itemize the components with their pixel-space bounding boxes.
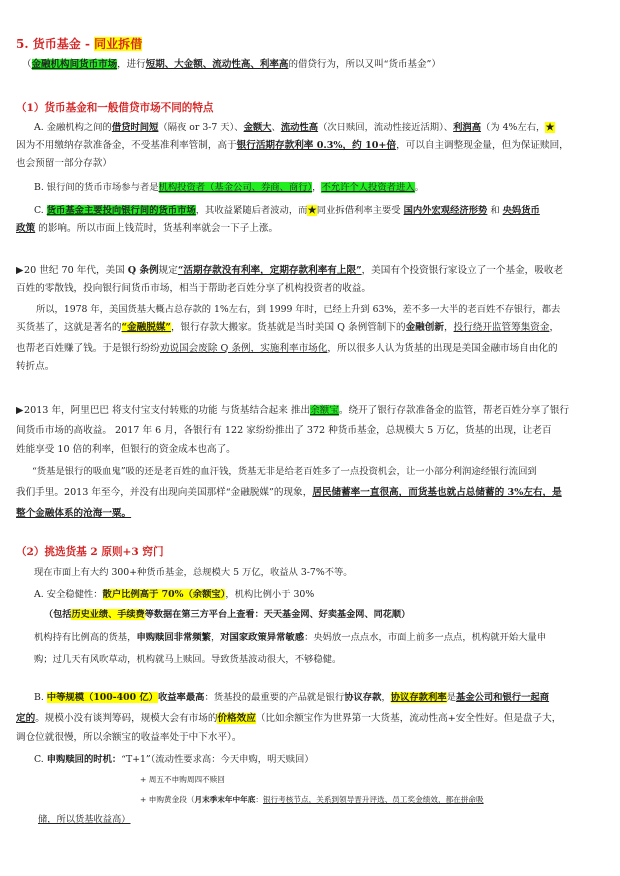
text-span: （为 4%左右， [481,122,546,133]
text-span: 政策 [16,223,36,234]
star-icon: ★ [307,205,317,216]
text-span: ，美国有个投资银行家设立了一个基金，吸收老 [361,265,564,276]
text-span: 的影响。所以市面上钱荒时，货基利率就会一下子上涨。 [35,223,279,234]
section-2-heading: （2）挑选货基 2 原则+3 窍门 [16,546,164,558]
text-span: 。绕开了银行存款准备金的监管，帮老百姓分享了银行 [338,405,570,416]
history-2013-line-1 [16,404,612,417]
text-span: 月末季末年中年底 [194,795,256,804]
text-span: 买货基了，这就是著名的 [16,322,122,333]
text-span: ：央妈放一点点水，市面上前多一点点，机构就开始大量申 [304,632,547,643]
text-span: ：货基投的最重要的产品就是银行 [204,692,345,703]
text-span: A. 金融机构之间的 [34,122,112,133]
rule-a-line-2 [44,608,612,621]
rule-c-line-2: + 周五不申购周四不赎回 [140,775,225,784]
rule-c-line-3 [140,793,612,806]
text-span: “金融脱媒” [121,322,171,333]
subtitle-tail: 的借贷行为，所以又叫“货币基金”） [288,59,441,70]
rule-a-line-1 [34,588,612,601]
point-c-line-1 [34,204,612,217]
text-span: （包括 [44,609,72,620]
history-2013-line-6: 整个金融体系的沧海一粟。 [16,508,132,519]
text-span: 余额宝 [310,405,339,416]
text-span: 机构持有比例高的货基， [34,632,137,643]
text-span: 20 世纪 70 年代，美国 [24,265,128,276]
history-70s-line-1 [16,264,612,277]
text-span: 定的 [16,713,36,724]
text-span: （流动性要求高：今天申购，明天赎回） [150,754,314,765]
text-span: C. [34,205,47,216]
text-span: 。 [414,182,424,193]
text-span: B. 银行间的货币市场参与者是 [34,182,159,193]
text-span: 国内外宏观经济形势 [403,205,488,216]
text-span: 收益率最高 [157,692,205,703]
text-span: ， [210,632,221,643]
text-span: 也帮老百姓赚了钱。于是银行纷纷 [16,343,160,354]
text-span: 居民储蓄率一直很高，而货基也就占总储蓄的 3%左右，是 [312,487,562,498]
text-span: 和 [487,205,503,216]
text-span: A. 安全稳健性： [34,589,103,600]
text-span: ，可以自主调整现金量，但为保证赎回， [396,140,569,151]
text-span: ，所以很多人认为货基的出现是美国金融市场自由化的 [327,343,558,354]
text-span: 利润高 [453,122,482,133]
text-span: 对国家政策异常敏感 [220,632,305,643]
text-span: （次日赎回，流动性接近活期）、 [318,122,454,133]
history-70s-line-4 [16,321,612,334]
text-span: ） [401,609,411,620]
history-70s-line-3: 所以，1978 年，美国货基大概占总存款的 1%左右，到 1999 年时，已经上升到 63%，差不多一大半的老百姓不存银行，都去 [36,304,561,315]
text-span: C. [34,754,47,765]
text-span: 不允许个人投资者进入 [321,182,415,193]
point-a-line-2 [16,139,612,152]
text-span: 银行考核节点，关系到领导晋升评选、员工奖金绩效，都在拼命吸 [262,795,484,804]
text-span: 天天基金网、好卖基金网、同花顺 [263,609,402,620]
rule-a-line-4: 购；过几天有风吹草动，机构就马上赎回。导致货基波动很大，不够稳健。 [34,654,342,665]
text-span: ，机构比例小于 30% [225,589,315,600]
title-number: 5. 货币基金 [16,37,81,51]
history-70s-line-5 [16,342,612,355]
text-span: 等数据在第三方平台上查看： [144,609,264,620]
text-span: 金额大 [243,122,272,133]
text-span: 价格效应 [217,713,256,724]
text-span: 申购赎回非常频繁 [136,632,211,643]
text-span: 劝说国会废除 Q 条例，实施利率市场化 [159,343,328,354]
text-span: 规定 [158,265,178,276]
history-70s-line-6: 转折点。 [16,361,55,372]
text-span: + 申购黄金段（ [140,795,195,804]
text-span: 借贷时间短 [111,122,159,133]
text-span: Q 条例 [127,265,159,276]
text-span: （隔夜 or 3-7 天）、 [158,122,244,133]
text-span: 央妈货币 [502,205,540,216]
point-b-line [34,181,612,194]
text-span: 、 [271,122,281,133]
rule-c-line-1 [34,753,612,766]
text-span: 货币基金主要投向银行间的货币市场 [46,205,196,216]
text-span: 。规模小没有谈判筹码，规模大会有市场的 [35,713,218,724]
subtitle-mid: ，进行 [117,59,146,70]
section-title [16,38,612,51]
text-span: 因为不用缴纳存款准备金，不受基准利率管制，高于 [16,140,237,151]
history-2013-line-3: 姓能享受 10 倍的利率，但银行的资金成本也高了。 [16,444,236,455]
text-span: ， [381,692,391,703]
text-span: 2013 年，阿里巴巴 将支付宝支付转账的功能 与货基结合起来 推出 [24,405,311,416]
point-c-line-2 [16,222,612,235]
history-2013-line-5 [16,486,612,499]
text-span: 协议存款利率 [390,692,447,703]
history-2013-line-2: 间货币市场的高收益。 2017 年 6 月，各银行有 122 家纷纷推出了 372 种货币基金，总规模大 5 万亿，货基的出现，让老百 [16,425,552,436]
history-70s-line-2: 百姓的零散钱，投向银行间货币市场，相当于帮助老百姓分享了机构投资者的收益。 [16,283,371,294]
subtitle-line [22,58,612,71]
star-icon: ★ [545,122,555,133]
text-span: ，其收益紧随后者波动，而 [195,205,308,216]
text-span: 银行活期存款利率 0.3%，约 10+倍 [236,140,397,151]
subtitle-underline: 短期、大金额、流动性高、利率高 [145,59,289,70]
text-span: 基金公司和银行一起商 [455,692,550,703]
text-span: （比如余额宝作为世界第一大货基，流动性高+安全性好。但是盘子大， [255,713,562,724]
subtitle-open: （ [22,59,32,70]
text-span: 历史业绩、手续费 [71,609,145,620]
text-span: 金融创新 [405,322,444,333]
triangle-bullet-icon: ▶ [16,405,24,416]
text-span: 申购赎回的时机： [46,754,122,765]
section-2-intro: 现在市面上有大约 300+种货币基金，总规模大 5 万亿，收益从 3-7%不等。 [34,567,353,578]
text-span: 散户比例高于 70%（余额宝） [102,589,226,600]
text-span: “活期存款没有利率，定期存款利率有上限” [177,265,362,276]
text-span: 是 [446,692,456,703]
text-span: 同业拆借利率主要受 [316,205,404,216]
rule-b-line-2 [16,712,612,725]
point-a-line-3: 也会预留一部分存款） [16,158,112,169]
text-span: 我们手里。2013 年至今，并没有出现向美国那样“金融脱媒”的现象， [16,487,313,498]
section-1-heading: （1）货币基金和一般借贷市场不同的特点 [16,102,214,114]
text-span: 机构投资者（基金公司、券商、商行） [158,182,313,193]
text-span: 中等规模（100-400 亿） [46,692,158,703]
text-span: 协议存款 [344,692,382,703]
title-dash: - [80,37,95,51]
text-span: B. [34,692,47,703]
triangle-bullet-icon: ▶ [16,265,24,276]
history-2013-line-4: “货基是银行的吸血鬼”吸的还是老百姓的血汗钱，货基无非是给老百姓多了一点投资机会，让一小部分利润途经银行流回到 [32,466,537,477]
text-span: ， [443,322,454,333]
text-span: 投行绕开监管筹集资金 [453,322,550,333]
subtitle-highlight: 金融机构间货币市场 [31,59,118,70]
point-a-line-1 [34,121,612,134]
rule-a-line-3 [34,631,612,644]
text-span: 流动性高 [280,122,319,133]
title-highlight: 同业拆借 [94,37,143,51]
rule-b-line-3: 调仓位就很慢，所以余额宝的收益率处于中下水平）。 [16,732,242,743]
rule-b-line-1 [34,691,612,704]
text-span: ， [549,322,560,333]
text-span: “T+1” [121,754,151,765]
text-span: ，银行存款大搬家。货基就是当时美国 Q 条例管制下的 [170,322,406,333]
rule-c-line-4: 储，所以货基收益高） [38,814,131,825]
text-span: ： [255,795,263,804]
text-span: ， [312,182,322,193]
